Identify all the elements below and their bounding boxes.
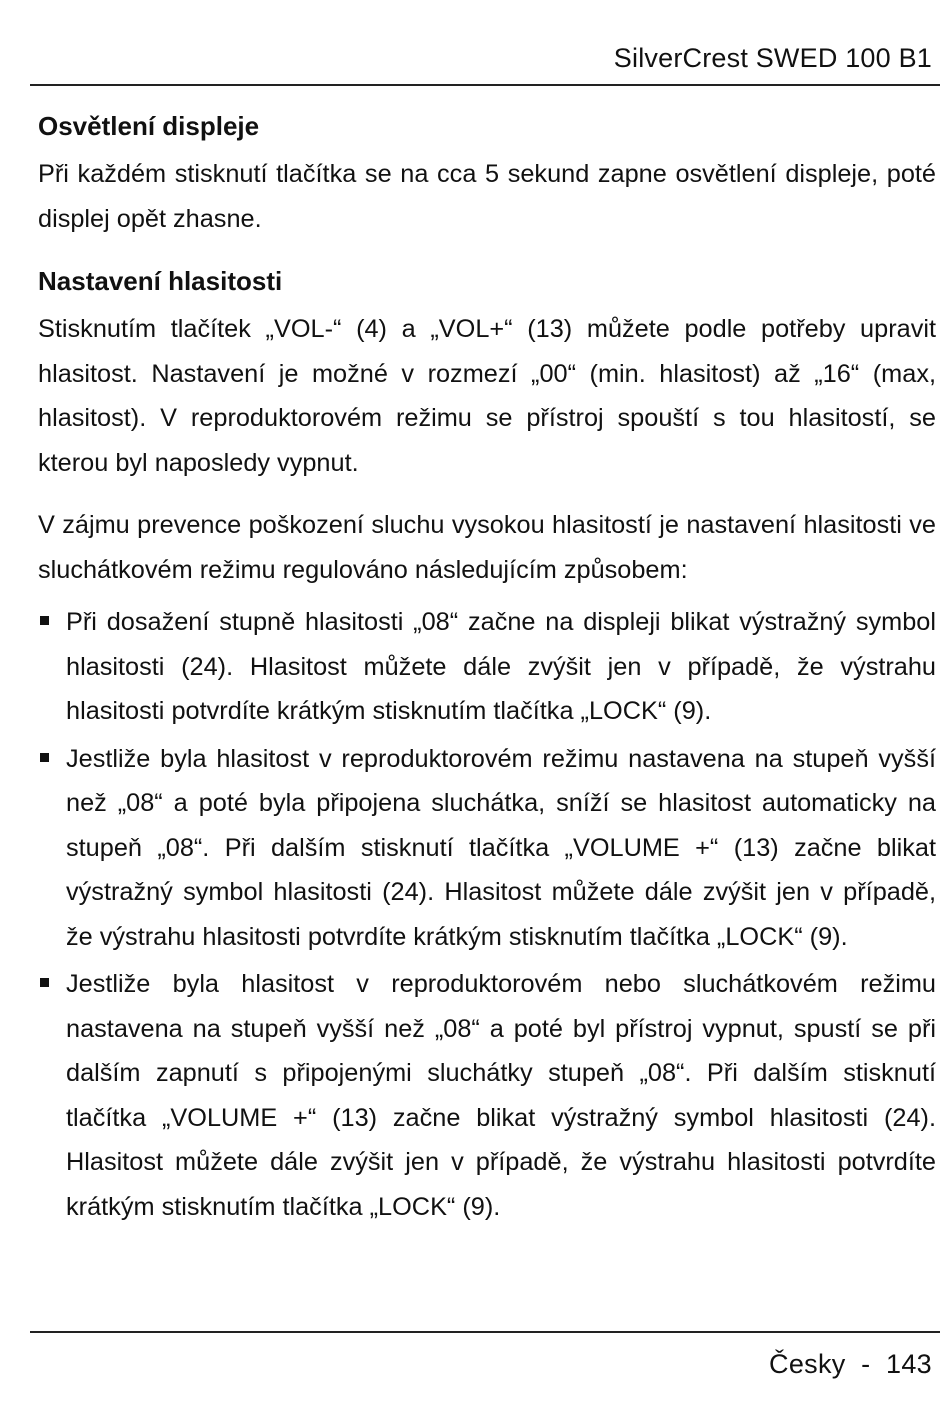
bullet-list bbox=[38, 600, 936, 1229]
page-content bbox=[38, 100, 936, 1232]
paragraph-volume-adjust: Stisknutím tlačítek „VOL-“ (4) a „VOL+“ (13) můžete podle potřeby upravit hlasitost. Nastavení je možné v rozmezí „00“ (min. hlasitost) až „16“ (max, hlasitost). V reproduktorovém režimu se přístroj spouští s tou hlasitostí, se kterou byl naposledy vypnut. bbox=[38, 315, 936, 477]
header-divider bbox=[30, 84, 940, 86]
list-item bbox=[38, 737, 936, 960]
square-bullet-icon bbox=[40, 978, 49, 987]
square-bullet-icon bbox=[40, 616, 49, 625]
running-header: SilverCrest SWED 100 B1 bbox=[613, 43, 932, 73]
section-volume-settings bbox=[38, 255, 936, 1229]
list-item-text: Jestliže byla hlasitost v reproduktorovém nebo sluchátkovém režimu nastavena na stupeň vyšší než „08“ a poté byl přístroj vypnut, spustí se při dalším zapnutí s připojenými sluchátky stupeň „08“. Při dalším stisknutí tlačítka „VOLUME +“ (13) začne blikat výstražný symbol hlasitosti (24). Hlasitost můžete dále zvýšit jen v případě, že výstrahu hlasitosti potvrdíte krátkým stisknutím tlačítka „LOCK“ (9). bbox=[66, 970, 936, 1221]
section-heading-volume: Nastavení hlasitosti bbox=[38, 266, 283, 296]
page-number: Česky - 143 bbox=[769, 1349, 932, 1379]
paragraph-hearing-protection: V zájmu prevence poškození sluchu vysokou hlasitostí je nastavení hlasitosti ve sluchátkovém režimu regulováno následujícím způsobem: bbox=[38, 511, 936, 584]
list-item bbox=[38, 962, 936, 1229]
list-item bbox=[38, 600, 936, 734]
section-display-backlight bbox=[38, 100, 936, 241]
footer-divider bbox=[30, 1331, 940, 1333]
list-item-text: Při dosažení stupně hlasitosti „08“ začne na displeji blikat výstražný symbol hlasitosti (24). Hlasitost můžete dále zvýšit jen v případě, že výstrahu hlasitosti potvrdíte krátkým stisknutím tlačítka „LOCK“ (9). bbox=[66, 608, 936, 725]
paragraph-backlight: Při každém stisknutí tlačítka se na cca 5 sekund zapne osvětlení displeje, poté displej opět zhasne. bbox=[38, 160, 936, 233]
square-bullet-icon bbox=[40, 753, 49, 762]
list-item-text: Jestliže byla hlasitost v reproduktorovém režimu nastavena na stupeň vyšší než „08“ a poté byla připojena sluchátka, sníží se hlasitost automaticky na stupeň „08“. Při dalším stisknutí tlačítka „VOLUME +“ (13) začne blikat výstražný symbol hlasitosti (24). Hlasitost můžete dále zvýšit jen v případě, že výstrahu hlasitosti potvrdíte krátkým stisknutím tlačítka „LOCK“ (9). bbox=[66, 744, 936, 951]
section-heading-backlight: Osvětlení displeje bbox=[38, 111, 260, 141]
